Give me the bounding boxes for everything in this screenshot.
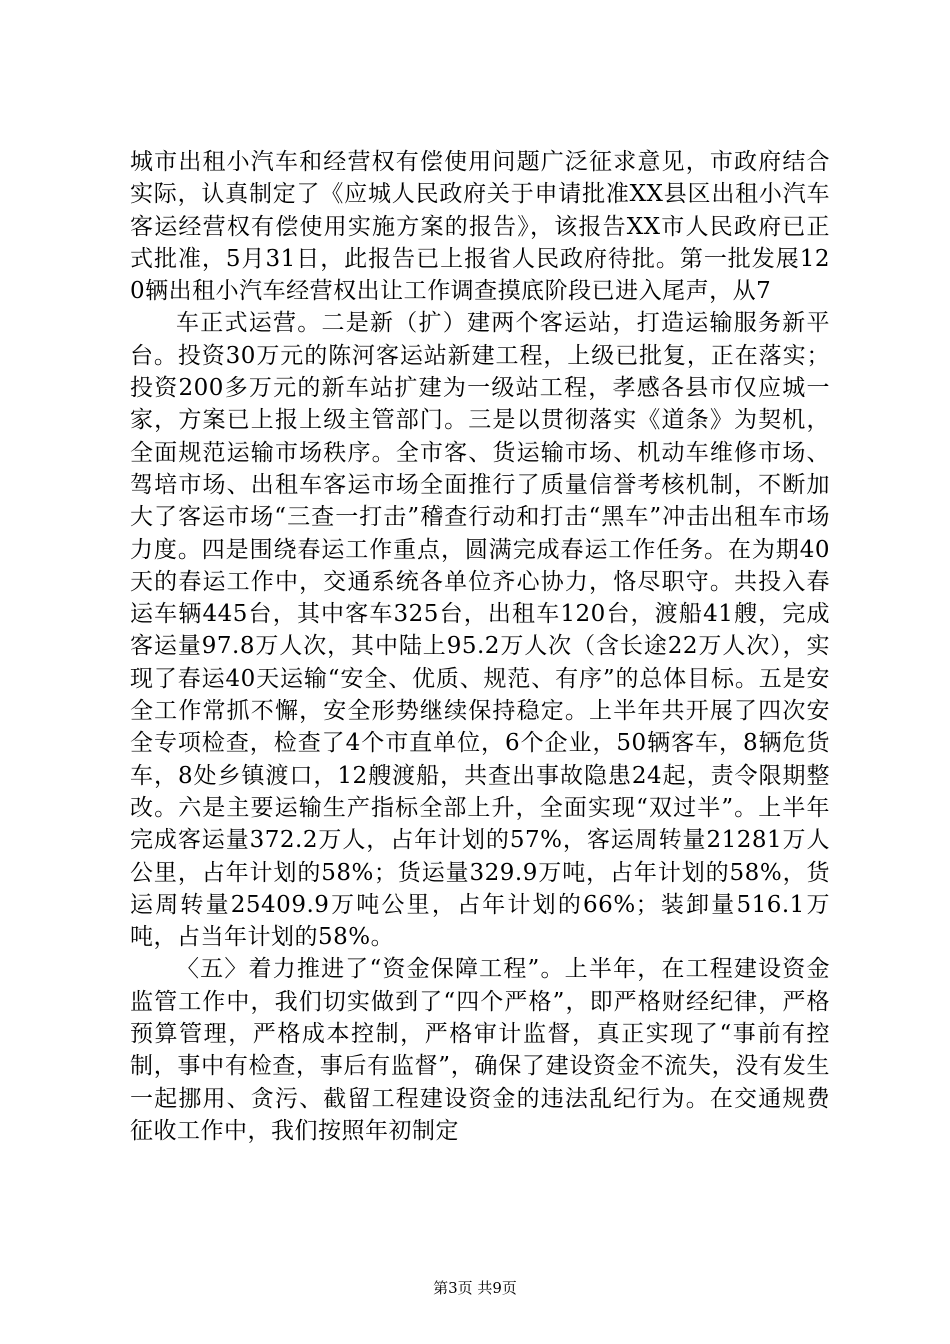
document-body [130,146,830,1147]
paragraph-1: 城市出租小汽车和经营权有偿使用问题广泛征求意见，市政府结合实际，认真制定了《应城人民政府关于申请批准XX县区出租小汽车客运经营权有偿使用实施方案的报告》，该报告XX市人民政府已正式批准，5月31日，此报告已上报省人民政府待批。第一批发展120辆出租小汽车经营权出让工作调查摸底阶段已进入尾声，从7 [130,149,830,305]
paragraph-3: 〈五〉着力推进了“资金保障工程”。上半年，在工程建设资金监管工作中，我们切实做到了“四个严格”，即严格财经纪律，严格预算管理，严格成本控制，严格审计监督，真正实现了“事前有控制，事中有检查，事后有监督”，确保了建设资金不流失，没有发生一起挪用、贪污、截留工程建设资金的违法乱纪行为。在交通规费征收工作中，我们按照年初制定 [130,956,830,1144]
page-number-footer: 第3页 共9页 [433,1279,517,1297]
paragraph-2: 车正式运营。二是新（扩）建两个客运站，打造运输服务新平台。投资30万元的陈河客运站新建工程，上级已批复，正在落实；投资200多万元的新车站扩建为一级站工程，孝感各县市仅应城一家，方案已上报上级主管部门。三是以贯彻落实《道条》为契机，全面规范运输市场秩序。全市客、货运输市场、机动车维修市场、驾培市场、出租车客运市场全面推行了质量信誉考核机制，不断加大了客运市场“三查一打击”稽查行动和打击“黑车”冲击出租车市场力度。四是围绕春运工作重点，圆满完成春运工作任务。在为期40天的春运工作中，交通系统各单位齐心协力，恪尽职守。共投入春运车辆445台，其中客车325台，出租车120台，渡船41艘，完成客运量97.8万人次，其中陆上95.2万人次（含长途22万人次），实现了春运40天运输“安全、优质、规范、有序”的总体目标。五是安全工作常抓不懈，安全形势继续保持稳定。上半年共开展了四次安全专项检查，检查了4个市直单位，6个企业，50辆客车，8辆危货车，8处乡镇渡口，12艘渡船，共查出事故隐患24起，责令限期整改。六是主要运输生产指标全部上升，全面实现“双过半”。上半年完成客运量372.2万人，占年计划的57%，客运周转量21281万人公里，占年计划的58%；货运量329.9万吨，占年计划的58%，货运周转量25409.9万吨公里，占年计划的66%；装卸量516.1万吨，占当年计划的58%。 [130,310,830,951]
